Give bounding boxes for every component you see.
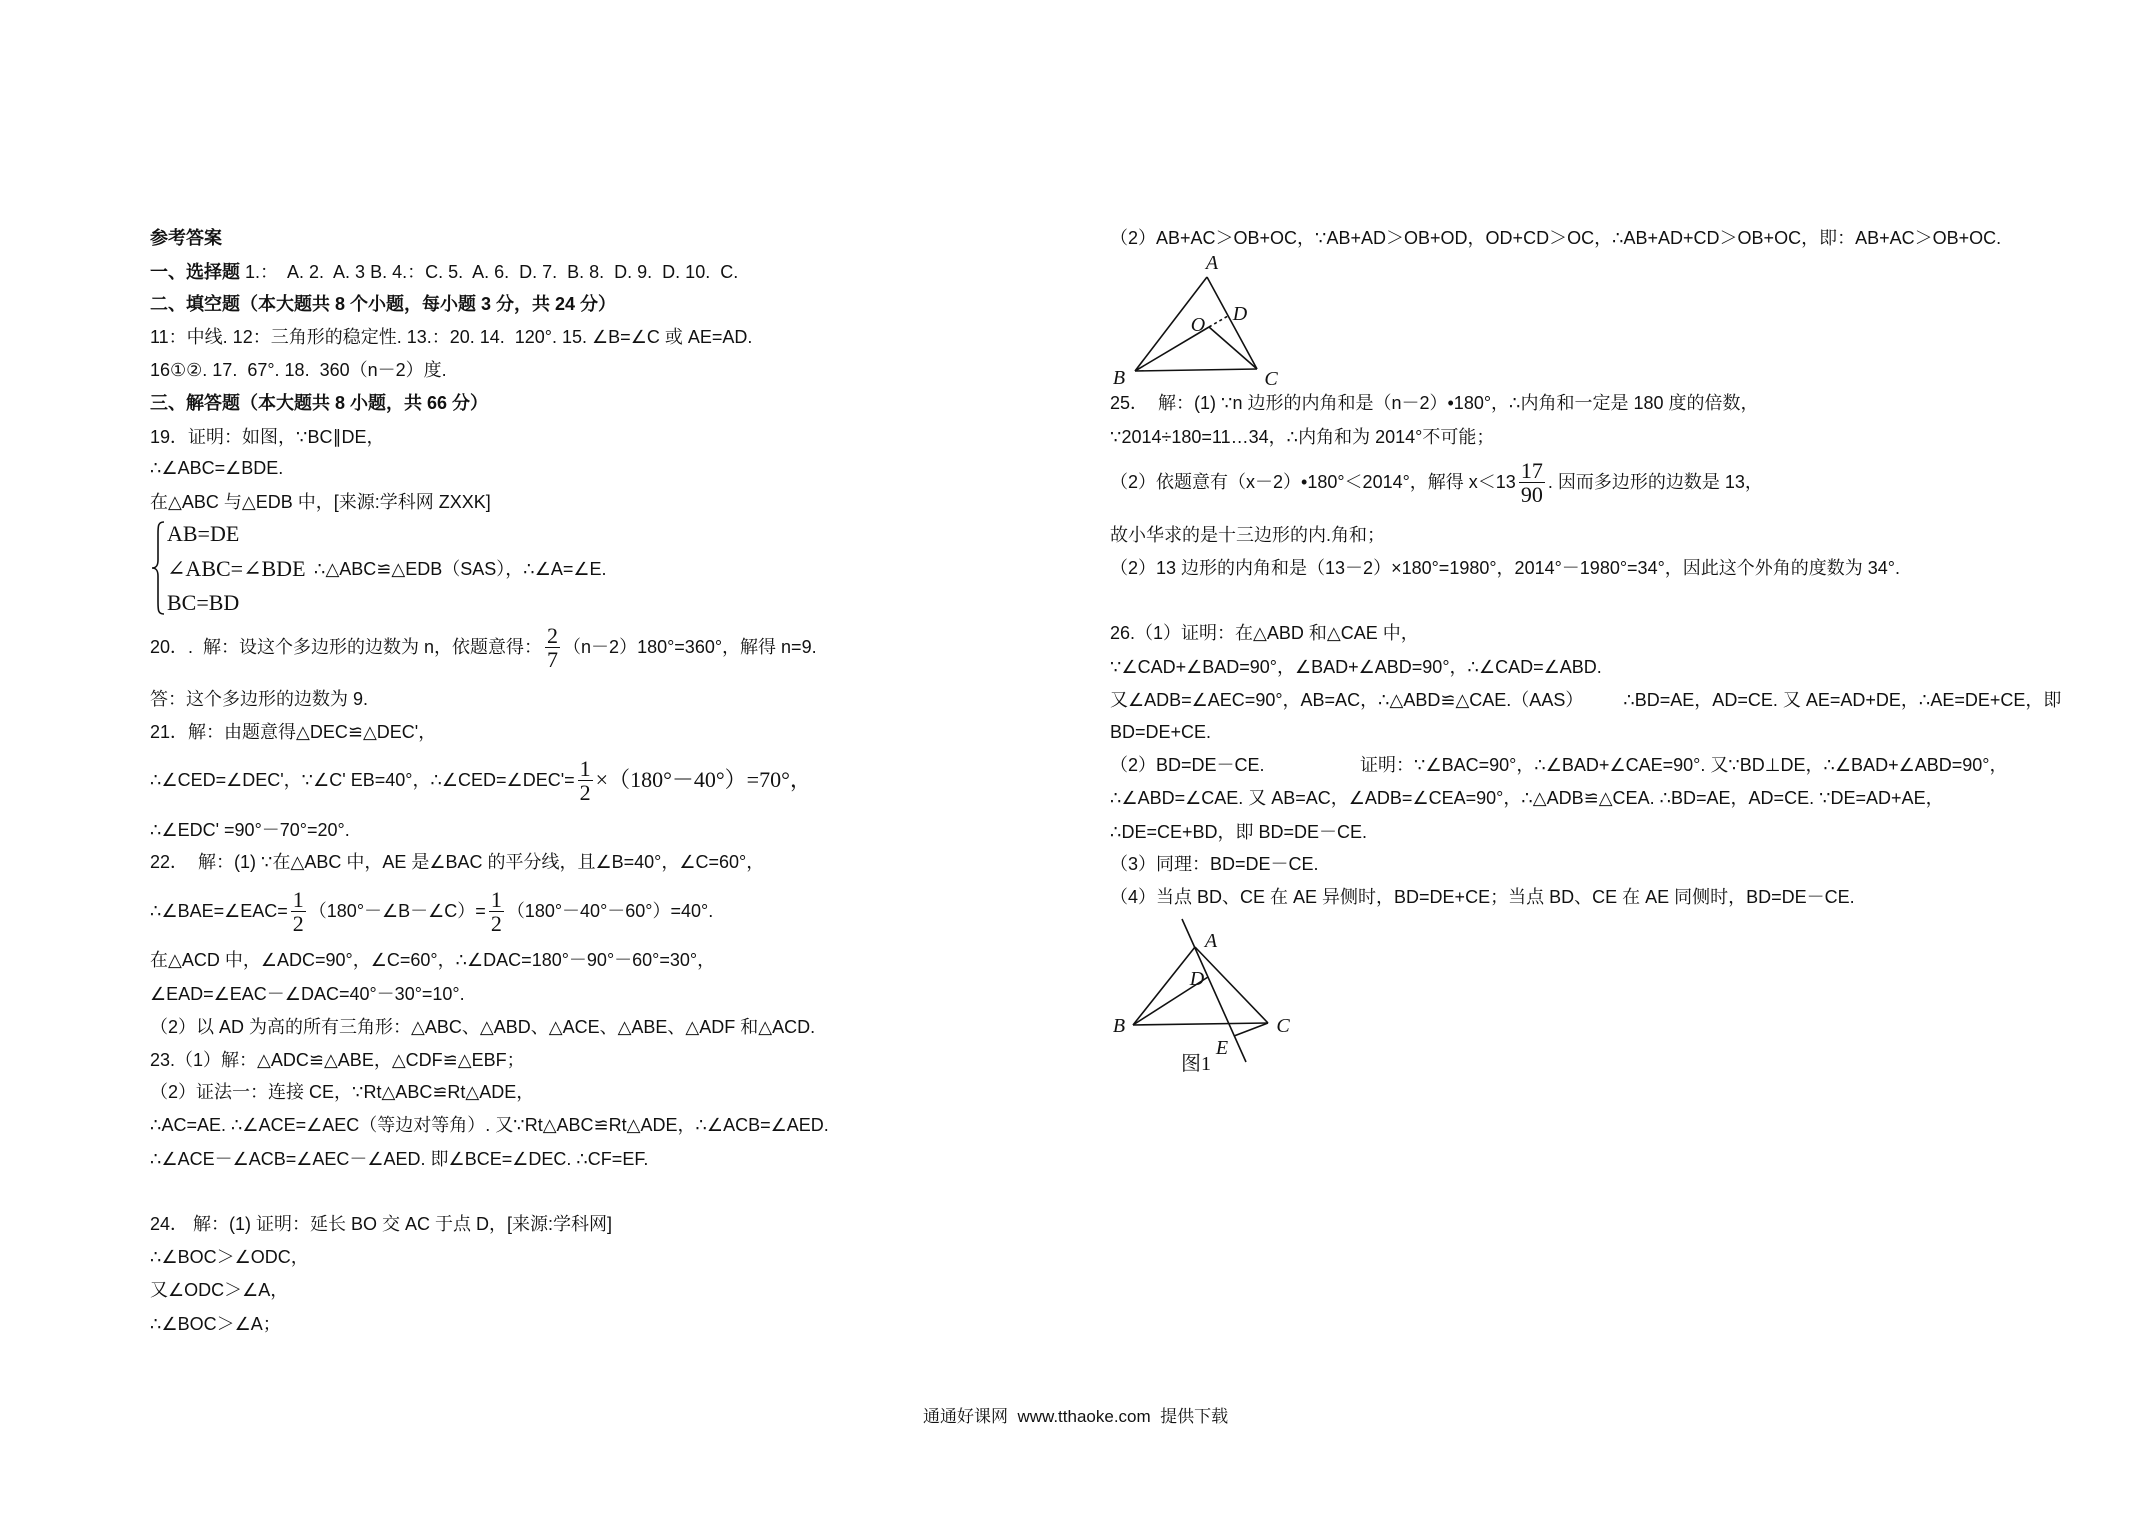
segment-ac [1195, 947, 1268, 1023]
q21-text-after-fraction: ×（180°－40°）=70°， [595, 767, 812, 792]
segment-ce [1234, 1023, 1268, 1036]
q22-line-2 [150, 886, 714, 936]
q25-line-1: 25． 解：(1) ∵n 边形的内角和是（n－2）•180°，∴内角和一定是 180 度的倍数， [1110, 393, 1759, 413]
fraction-denominator: 90 [1520, 481, 1543, 507]
q21-line-1: 21．解：由题意得△DEC≌△DEC'， [150, 722, 437, 742]
fraction-numerator: 2 [547, 622, 559, 648]
fraction-denominator: 2 [579, 779, 591, 805]
q22-line-4: ∠EAD=∠EAC－∠DAC=40°－30°=10°. [150, 984, 465, 1004]
q26-line-5-part-a: （2）BD=DE－CE. [1110, 755, 1265, 775]
q25-line-5: （2）13 边形的内角和是（13－2）×180°=1980°，2014°－1980°=34°，因此这个外角的度数为 34°. [1110, 558, 1900, 578]
q21-text-before-fraction: ∴∠CED=∠DEC'，∵∠C' EB=40°，∴∠CED=∠DEC'= [150, 770, 575, 790]
fraction [578, 757, 593, 804]
q26-line-3-part-b: ∴BD=AE，AD=CE. 又 AE=AD+DE，∴AE=DE+CE，即 [1623, 690, 2062, 710]
q24-line-2: ∴∠BOC＞∠ODC， [150, 1247, 309, 1267]
q24-part-2: （2）AB+AC＞OB+OC，∵AB+AD＞OB+OD，OD+CD＞OC，∴AB+AD+CD＞OB+OC，即：AB+AC＞OB+OC. [1110, 228, 2002, 248]
fraction-denominator: 2 [490, 910, 502, 936]
section-heading-solve: 三、解答题（本大题共 8 小题，共 66 分） [150, 393, 489, 413]
choice-answers-line [150, 260, 738, 284]
q22-line-1: 22． 解：(1) ∵在△ABC 中，AE 是∠BAC 的平分线，且∠B=40°，∠C=60°， [150, 852, 765, 872]
system-row-3: BC=BD [167, 590, 240, 615]
q26-line-6: ∴∠ABD=∠CAE. 又 AB=AC，∠ADB=∠CEA=90°，∴△ADB≌△CEA. ∴BD=AE，AD=CE. ∵DE=AD+AE， [1110, 788, 1944, 808]
point-label-d: D [1232, 303, 1248, 325]
q26-line-3 [1110, 688, 2061, 712]
q24-line-1: 24． 解：(1) 证明：延长 BO 交 AC 于点 D，[来源:学科网] [150, 1214, 613, 1234]
answer-key-title: 参考答案 [150, 228, 222, 248]
q26-line-4: BD=DE+CE. [1110, 722, 1212, 742]
point-label-e: E [1215, 1037, 1229, 1059]
q26-line-8: （3）同理：BD=DE－CE. [1110, 854, 1319, 874]
fill-answers-line-1: 11：中线. 12：三角形的稳定性. 13.：20. 14. 120°. 15. ∠B=∠C 或 AE=AD. [150, 327, 753, 347]
section-heading-choice: 一、选择题 [150, 262, 240, 282]
q21-line-3: ∴∠EDC' =90°－70°=20°. [150, 820, 350, 840]
fraction-numerator: 1 [292, 886, 304, 912]
section-heading-fill: 二、填空题（本大题共 8 个小题，每小题 3 分，共 24 分） [150, 294, 617, 314]
segment-bc [1133, 1023, 1268, 1025]
vertex-label-b: B [1112, 367, 1126, 389]
q25-line-4: 故小华求的是十三边形的内.角和； [1110, 525, 1385, 545]
q22-text-segment-a: ∴∠BAE=∠EAC= [150, 901, 288, 921]
fraction-numerator: 17 [1520, 457, 1543, 483]
q22-line-3: 在△ACD 中，∠ADC=90°，∠C=60°，∴∠DAC=180°－90°－60°=30°， [150, 950, 716, 970]
q26-line-9: （4）当点 BD、CE 在 AE 异侧时，BD=DE+CE；当点 BD、CE 在 AE 同侧时，BD=DE－CE. [1110, 887, 1855, 907]
fraction-numerator: 1 [490, 886, 502, 912]
figure-triangle-abc-with-point-o [1100, 248, 1290, 393]
point-label-o: O [1190, 314, 1206, 336]
q19-line-1: 19．证明：如图，∵BC∥DE， [150, 427, 385, 447]
vertex-label-a: A [1205, 252, 1219, 274]
q26-line-5-part-b: 证明：∵∠BAC=90°，∴∠BAD+∠CAE=90°. 又∵BD⊥DE，∴∠BAD+∠ABD=90°， [1360, 755, 2008, 775]
q25-line-2: ∵2014÷180=11…34，∴内角和为 2014°不可能； [1110, 427, 1495, 447]
system-row-1: AB=DE [167, 521, 240, 546]
q19-line-2: ∴∠ABC=∠BDE. [150, 458, 284, 478]
q22-text-segment-c: （180°－40°－60°）=40°. [506, 901, 714, 921]
curly-brace-icon [150, 520, 166, 616]
curly-brace-path [152, 522, 164, 614]
q23-line-4: ∴∠ACE－∠ACB=∠AEC－∠AED. 即∠BCE=∠DEC. ∴CF=EF. [150, 1149, 649, 1169]
vertex-label-c: C [1276, 1015, 1290, 1037]
q22-text-segment-b: （180°－∠B－∠C）= [308, 901, 486, 921]
fraction [489, 888, 504, 935]
q19-equation-system [150, 520, 607, 616]
point-label-d: D [1189, 968, 1205, 990]
q22-line-5: （2）以 AD 为高的所有三角形：△ABC、△ABD、△ACE、△ABE、△ADF 和△ACD. [150, 1017, 816, 1037]
q23-line-3: ∴AC=AE. ∴∠ACE=∠AEC（等边对等角）. 又∵Rt△ABC≌Rt△ADE，∴∠ACB=∠AED. [150, 1115, 829, 1135]
q19-line-3: 在△ABC 与△EDB 中，[来源:学科网 ZXXK] [150, 492, 491, 512]
q20-text-before-fraction: 20．. 解：设这个多边形的边数为 n，依题意得： [150, 637, 543, 657]
q23-line-2: （2）证法一：连接 CE，∵Rt△ABC≌Rt△ADE， [150, 1082, 535, 1102]
footer-credit: 通通好课网 www.tthaoke.com 提供下载 [923, 1407, 1229, 1426]
segment-ab [1133, 947, 1195, 1025]
fraction-denominator: 7 [547, 646, 559, 672]
figure-caption: 图1 [1181, 1053, 1211, 1075]
fill-answers-line-2: 16①②. 17. 67°. 18. 360（n－2）度. [150, 360, 447, 380]
q20-answer: 答：这个多边形的边数为 9. [150, 689, 369, 709]
q26-line-3-part-a: 又∠ADB=∠AEC=90°，AB=AC，∴△ABD≌△CAE.（AAS） [1110, 690, 1584, 710]
q25-text-after-fraction: . 因而多边形的边数是 13， [1547, 472, 1763, 492]
q21-line-2 [150, 755, 812, 805]
fraction [1519, 459, 1545, 506]
fraction [291, 888, 306, 935]
vertex-label-c: C [1264, 368, 1278, 390]
fraction-numerator: 1 [579, 755, 591, 781]
q26-line-1: 26.（1）证明：在△ABD 和△CAE 中， [1110, 623, 1419, 643]
segment-od [1209, 316, 1228, 327]
fraction [545, 624, 560, 671]
q24-line-4: ∴∠BOC＞∠A； [150, 1314, 281, 1334]
q20-text-after-fraction: （n－2）180°=360°，解得 n=9. [563, 637, 817, 657]
q25-text-before-fraction: （2）依题意有（x－2）•180°＜2014°，解得 x＜13 [1110, 472, 1516, 492]
figure-1-right-triangle-with-line-ae [1100, 915, 1300, 1075]
vertex-label-a: A [1204, 930, 1218, 952]
fraction-denominator: 2 [292, 910, 304, 936]
q20-equation-line [150, 622, 817, 672]
q24-line-3: 又∠ODC＞∠A， [150, 1280, 289, 1300]
q25-line-3 [1110, 457, 1763, 507]
q23-line-1: 23.（1）解：△ADC≌△ABE，△CDF≌△EBF； [150, 1050, 525, 1070]
segment-oc [1209, 327, 1257, 369]
segment-bc [1135, 369, 1257, 371]
q19-conclusion: ∴△ABC≌△EDB（SAS），∴∠A=∠E. [314, 559, 607, 579]
choice-answers: 1.： A. 2. A. 3 B. 4.：C. 5. A. 6. D. 7. B. 8. D. 9. D. 10. C. [240, 262, 739, 282]
q26-line-5 [1110, 753, 2070, 777]
q26-line-2: ∵∠CAD+∠BAD=90°，∠BAD+∠ABD=90°，∴∠CAD=∠ABD. [1110, 657, 1602, 677]
q26-line-7: ∴DE=CE+BD，即 BD=DE－CE. [1110, 822, 1368, 842]
vertex-label-b: B [1112, 1015, 1126, 1037]
system-row-2: ∠ABC=∠BDE [167, 556, 306, 581]
